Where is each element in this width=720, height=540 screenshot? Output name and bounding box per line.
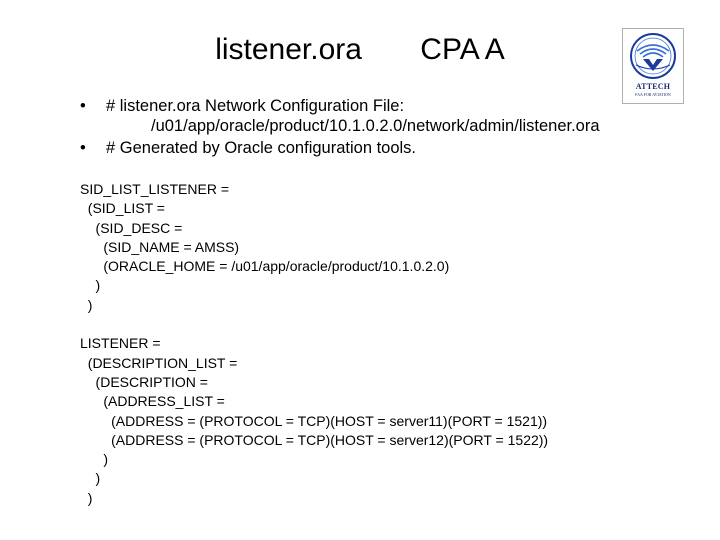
slide-title: listener.ora CPA A (215, 33, 505, 66)
bullet-list (80, 96, 710, 160)
config-line: (DESCRIPTION_LIST = (80, 354, 238, 371)
bullet-text-continued: /u01/app/oracle/product/10.1.0.2.0/network/admin/listener.ora (151, 117, 600, 135)
config-line: ) (80, 296, 93, 313)
config-line: ) (80, 470, 101, 487)
bullet-text: # Generated by Oracle configuration tools. (106, 139, 417, 157)
bullet-marker: • (80, 139, 86, 157)
bullet-item (80, 138, 710, 158)
config-blank-line (80, 315, 710, 334)
bullet-text: # listener.ora Network Configuration File: (106, 97, 405, 115)
config-line: LISTENER = (80, 335, 161, 352)
attech-logo (622, 28, 684, 104)
logo-name: ATTECH (635, 82, 671, 91)
config-line: (SID_LIST = (80, 200, 165, 217)
config-line: ) (80, 451, 108, 468)
logo-subtitle: FAA FOR AVIATION (635, 92, 671, 97)
config-line: (ORACLE_HOME = /u01/app/oracle/product/10.1.0.2.0) (80, 258, 450, 275)
config-line: (SID_NAME = AMSS) (80, 238, 240, 255)
config-line: SID_LIST_LISTENER = (80, 181, 230, 197)
config-line: (SID_DESC = (80, 219, 183, 236)
bullet-marker: • (80, 97, 86, 115)
config-line: (ADDRESS = (PROTOCOL = TCP)(HOST = server11)(PORT = 1521)) (80, 412, 548, 429)
config-line: (ADDRESS_LIST = (80, 393, 225, 410)
bullet-item (80, 96, 710, 136)
listener-config-block (80, 180, 710, 508)
config-line: (DESCRIPTION = (80, 373, 208, 390)
logo-emblem-icon (623, 29, 683, 85)
config-line: ) (80, 277, 101, 294)
config-line: (ADDRESS = (PROTOCOL = TCP)(HOST = server12)(PORT = 1522)) (80, 431, 549, 448)
config-line: ) (80, 489, 93, 506)
